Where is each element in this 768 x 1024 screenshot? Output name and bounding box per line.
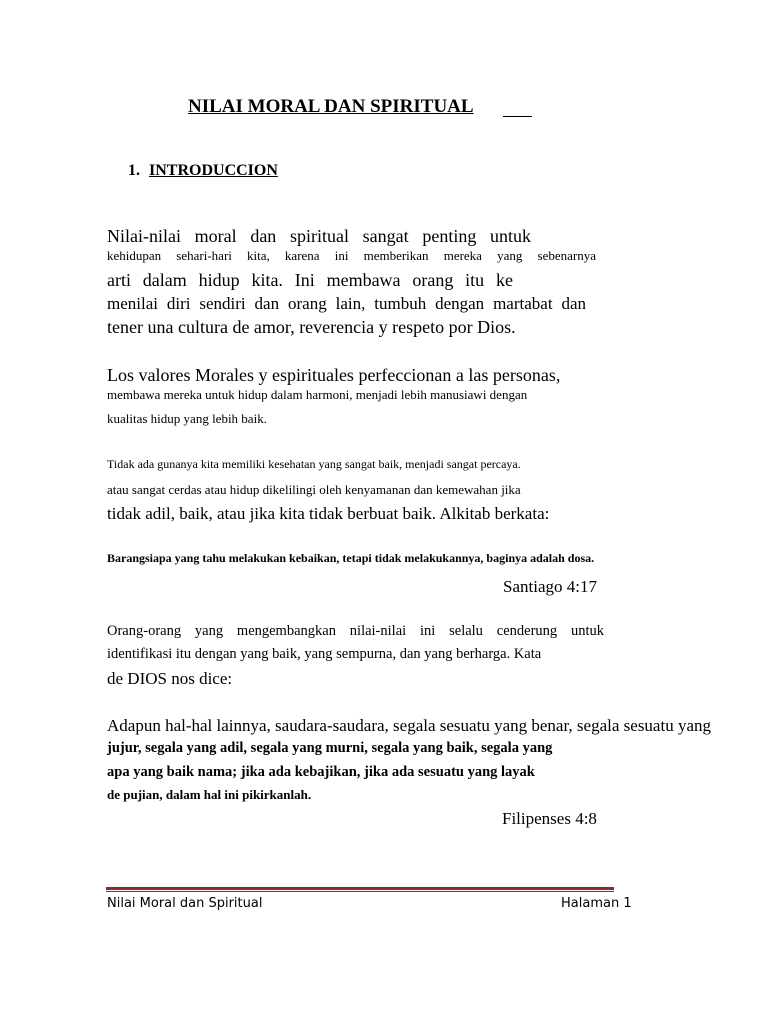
scripture-quote-line: apa yang baik nama; jika ada kebajikan, jika ada sesuatu yang layak xyxy=(107,764,535,780)
paragraph-line: Los valores Morales y espirituales perfeccionan a las personas, xyxy=(107,365,561,385)
title-underline-extension xyxy=(503,116,532,117)
scripture-quote-line: Adapun hal-hal lainnya, saudara-saudara, segala sesuatu yang benar, segala sesuatu yang xyxy=(107,716,711,735)
scripture-quote-line: jujur, segala yang adil, segala yang murni, segala yang baik, segala yang xyxy=(107,740,553,756)
scripture-reference: Filipenses 4:8 xyxy=(502,809,597,828)
paragraph-line: kehidupan sehari-hari kita, karena ini memberikan mereka yang sebenarnya xyxy=(107,248,596,263)
section-number: 1. xyxy=(128,162,140,179)
paragraph-line: tidak adil, baik, atau jika kita tidak berbuat baik. Alkitab berkata: xyxy=(107,504,550,523)
scripture-quote: Barangsiapa yang tahu melakukan kebaikan, tetapi tidak melakukannya, baginya adalah dosa. xyxy=(107,551,595,565)
paragraph-line: arti dalam hidup kita. Ini membawa orang itu ke xyxy=(107,270,513,290)
paragraph-line: Orang-orang yang mengembangkan nilai-nilai ini selalu cenderung untuk xyxy=(107,623,604,639)
paragraph-line: tener una cultura de amor, reverencia y respeto por Dios. xyxy=(107,317,516,337)
footer-rule xyxy=(106,887,614,890)
footer-page-number: Halaman 1 xyxy=(561,896,632,911)
paragraph-line: identifikasi itu dengan yang baik, yang sempurna, dan yang berharga. Kata xyxy=(107,646,542,662)
section-heading: INTRODUCCION xyxy=(149,162,278,179)
paragraph-line: de DIOS nos dice: xyxy=(107,669,233,688)
document-title: NILAI MORAL DAN SPIRITUAL xyxy=(188,96,474,117)
scripture-reference: Santiago 4:17 xyxy=(503,577,597,596)
paragraph-line: Tidak ada gunanya kita memiliki kesehatan yang sangat baik, menjadi sangat percaya. xyxy=(107,457,521,471)
scripture-quote-line: de pujian, dalam hal ini pikirkanlah. xyxy=(107,787,312,802)
paragraph-line: atau sangat cerdas atau hidup dikelilingi oleh kenyamanan dan kemewahan jika xyxy=(107,482,521,497)
footer-rule-thin xyxy=(106,891,614,892)
footer-document-title: Nilai Moral dan Spiritual xyxy=(107,896,263,911)
paragraph-line: menilai diri sendiri dan orang lain, tumbuh dengan martabat dan xyxy=(107,294,586,313)
paragraph-line: membawa mereka untuk hidup dalam harmoni, menjadi lebih manusiawi dengan xyxy=(107,387,528,402)
paragraph-line: Nilai-nilai moral dan spiritual sangat penting untuk xyxy=(107,226,531,246)
paragraph-line: kualitas hidup yang lebih baik. xyxy=(107,411,267,426)
